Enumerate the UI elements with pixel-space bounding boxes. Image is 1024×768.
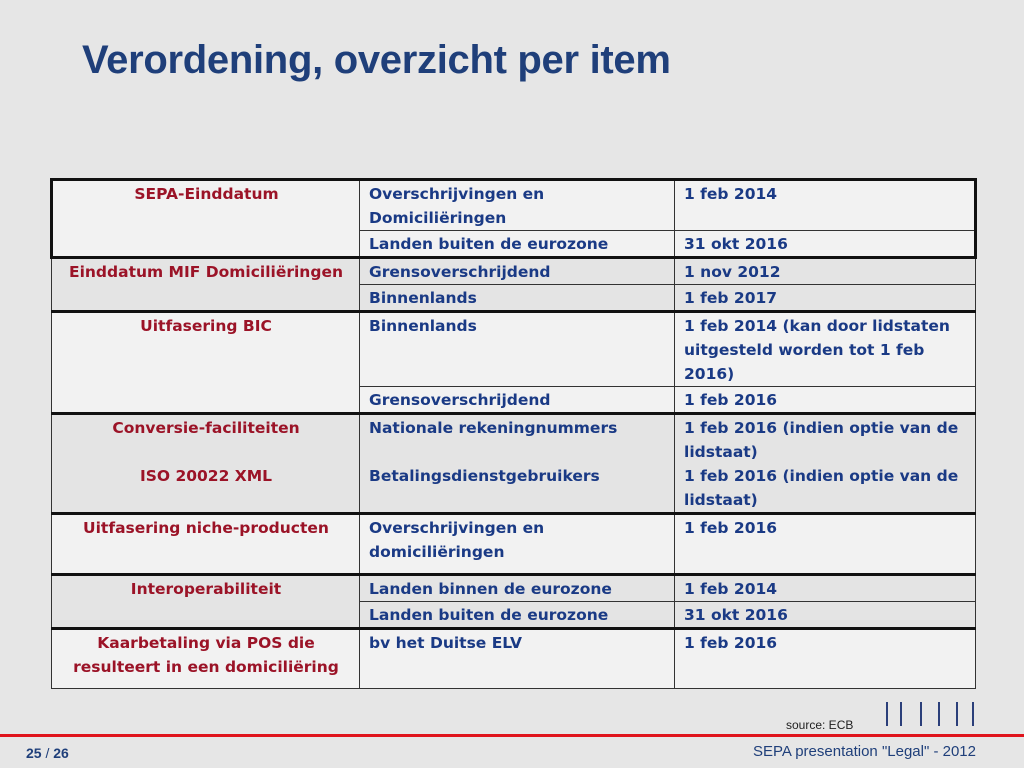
table-row [52,514,976,575]
item-label: Uitfasering niche-producten [52,514,360,575]
subitem: Landen binnen de eurozone [360,575,675,602]
item-label: SEPA-Einddatum [52,180,360,258]
deadline: 1 feb 2016 (indien optie van de lidstaat) [684,467,959,509]
item-label: ISO 20022 XML [139,467,273,485]
item-label-cell [52,414,360,514]
subitem: Nationale rekeningnummers [369,419,618,437]
table-row [52,180,976,231]
table-row [52,258,976,285]
row-group-interoperabiliteit [52,575,976,629]
item-label: Uitfasering BIC [52,312,360,414]
slide-title: Verordening, overzicht per item [82,38,671,82]
item-label: Einddatum MIF Domiciliëringen [52,258,360,312]
deadline: 1 feb 2014 [675,180,976,231]
subitem: Grensoverschrijdend [360,258,675,285]
subitem: Binnenlands [360,285,675,312]
deadline: 1 feb 2016 [675,387,976,414]
subitem: Betalingsdienstgebruikers [369,467,600,485]
table-row [52,414,976,514]
deadline: 1 feb 2016 (indien optie van de lidstaat) [684,419,959,461]
page-number [26,745,69,761]
subitem: Landen buiten de eurozone [360,231,675,258]
item-label: Interoperabiliteit [52,575,360,629]
deadline: 31 okt 2016 [675,231,976,258]
deadline: 1 feb 2016 [675,629,976,689]
decorative-bar [938,702,940,726]
subitem: Binnenlands [360,312,675,387]
row-group-bic [52,312,976,414]
page-current: 25 [26,745,42,761]
footer-text: SEPA presentation "Legal" - 2012 [752,743,976,760]
subitem-cell [360,414,675,514]
deadline: 1 feb 2014 [675,575,976,602]
row-group-mif [52,258,976,312]
row-group-conversie [52,414,976,514]
subitem: Overschrijvingen en Domiciliëringen [360,180,675,231]
row-group-sepa-einddatum [52,180,976,258]
deadline: 1 feb 2014 (kan door lidstaten uitgesteld worden tot 1 feb 2016) [675,312,976,387]
subitem: Landen buiten de eurozone [360,602,675,629]
page-separator: / [45,745,50,761]
table-row [52,575,976,602]
table-row [52,629,976,689]
subitem: bv het Duitse ELV [360,629,675,689]
decorative-bar [972,702,974,726]
decorative-bar [886,702,888,726]
source-note: source: ECB [786,718,854,732]
decorative-bar [920,702,922,726]
deadline: 1 feb 2017 [675,285,976,312]
table-row [52,312,976,387]
subitem: Grensoverschrijdend [360,387,675,414]
item-label: Kaarbetaling via POS die resulteert in een domiciliëring [52,629,360,689]
footer-divider [0,734,1024,737]
deadline: 1 feb 2016 [675,514,976,575]
row-group-niche [52,514,976,575]
deadline-cell [675,414,976,514]
overview-table [50,178,977,689]
deadline: 1 nov 2012 [675,258,976,285]
decorative-bar [900,702,902,726]
row-group-kaarbetaling [52,629,976,689]
subitem: Overschrijvingen en domiciliëringen [360,514,675,575]
page-total: 26 [53,745,69,761]
deadline: 31 okt 2016 [675,602,976,629]
decorative-bar [956,702,958,726]
item-label: Conversie-faciliteiten [112,419,300,437]
